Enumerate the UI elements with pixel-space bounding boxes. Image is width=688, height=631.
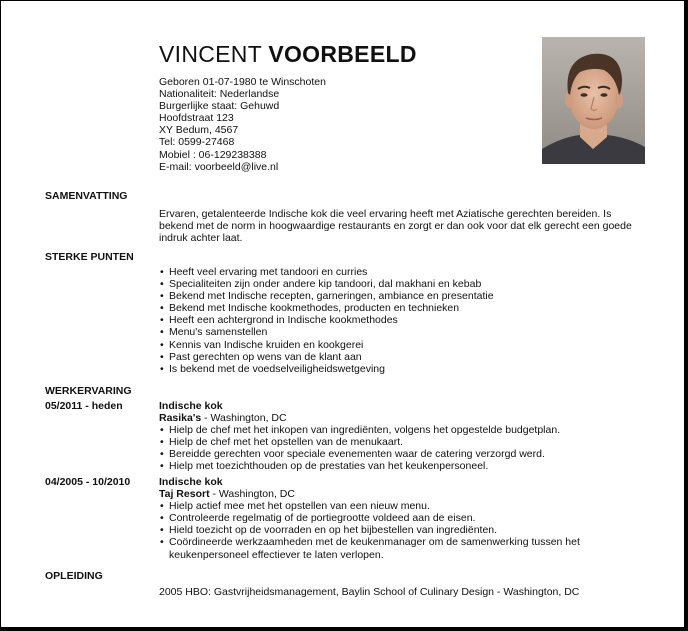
mobile-line: Mobiel : 06-129238388 [159, 148, 267, 161]
list-item: • Hielp de chef met het inkopen van ingrediënten, volgens het opgestelde budgetplan. [159, 424, 639, 436]
job-1 [159, 400, 639, 473]
nationality-line: Nationaliteit: Nederlandse [159, 88, 280, 101]
contact-details [159, 76, 326, 173]
job-2-dates: 04/2005 - 10/2010 [45, 476, 131, 488]
job-1-dates: 05/2011 - heden [45, 400, 123, 412]
list-item: • Coördineerde werkzaamheden met de keukenmanager om de samenwerking tussen het keukenpersoneel effectiever te laten verlopen. [159, 536, 639, 560]
street-line: Hoofdstraat 123 [159, 112, 234, 125]
job-1-employer [159, 412, 639, 424]
job-1-company: Rasika's [159, 412, 202, 425]
list-item: • Hielp actief mee met het opstellen van een nieuw menu. [159, 500, 639, 512]
birth-line: Geboren 01-07-1980 te Winschoten [159, 76, 326, 88]
email-line: E-mail: voorbeeld@live.nl [159, 160, 279, 173]
list-item: • Bekend met Indische recepten, garneringen, ambiance en presentatie [159, 290, 639, 302]
candidate-name [159, 41, 417, 68]
list-item: • Heeft veel ervaring met tandoori en curries [159, 266, 639, 278]
list-item: • Hielp de chef met het opstellen van de menukaart. [159, 436, 639, 448]
list-item: • Controleerde regelmatig of de portiegrootte voldeed aan de eisen. [159, 512, 639, 524]
list-item: • Hield toezicht op de voorraden en op het bijbestellen van ingrediënten. [159, 524, 639, 536]
job-2 [159, 476, 639, 561]
list-item: • Menu's samenstellen [159, 326, 639, 338]
marital-status-line: Burgerlijke staat: Gehuwd [159, 100, 280, 113]
list-item: • Past gerechten op wens van de klant aan [159, 351, 639, 363]
job-1-duties [159, 424, 639, 472]
list-item: • Kennis van Indische kruiden en kookgerei [159, 339, 639, 351]
strengths-heading: STERKE PUNTEN [45, 251, 134, 263]
job-2-title: Indische kok [159, 476, 223, 488]
job-1-location: - Washington, DC [201, 412, 287, 425]
job-1-title: Indische kok [159, 400, 223, 412]
list-item: • Bereidde gerechten voor speciale evenementen waar de catering verzorgd werd. [159, 448, 639, 460]
phone-line: Tel: 0599-27468 [159, 136, 235, 149]
education-heading: OPLEIDING [45, 570, 103, 582]
experience-heading: WERKERVARING [45, 385, 132, 397]
job-2-company: Taj Resort [159, 488, 210, 501]
job-2-location: - Washington, DC [209, 488, 295, 501]
list-item: • Is bekend met de voedselveiligheidswetgeving [159, 363, 639, 375]
profile-photo [542, 37, 645, 164]
first-name: VINCENT [159, 41, 262, 67]
summary-heading: SAMENVATTING [45, 190, 128, 202]
postal-line: XY Bedum, 4567 [159, 124, 239, 137]
list-item: • Heeft een achtergrond in Indische kookmethodes [159, 314, 639, 326]
job-2-duties [159, 500, 639, 560]
list-item: • Hielp met toezichthouden op de prestaties van het keukenpersoneel. [159, 460, 639, 472]
strengths-list [159, 266, 639, 375]
summary-text: Ervaren, getalenteerde Indische kok die veel ervaring heeft met Aziatische gerechten bereiden. Is bekend met de norm in hoogwaardige restaurants en zorgt er dan ook voor dat elk gerecht een goede indruk achter laat. [159, 208, 632, 245]
job-2-employer [159, 488, 639, 500]
last-name: VOORBEELD [268, 41, 417, 67]
education-text: 2005 HBO: Gastvrijheidsmanagement, Baylin School of Culinary Design - Washington, DC [159, 586, 580, 598]
list-item: • Specialiteiten zijn onder andere kip tandoori, dal makhani en kebab [159, 278, 639, 290]
list-item: • Bekend met Indische kookmethodes, producten en technieken [159, 302, 639, 314]
